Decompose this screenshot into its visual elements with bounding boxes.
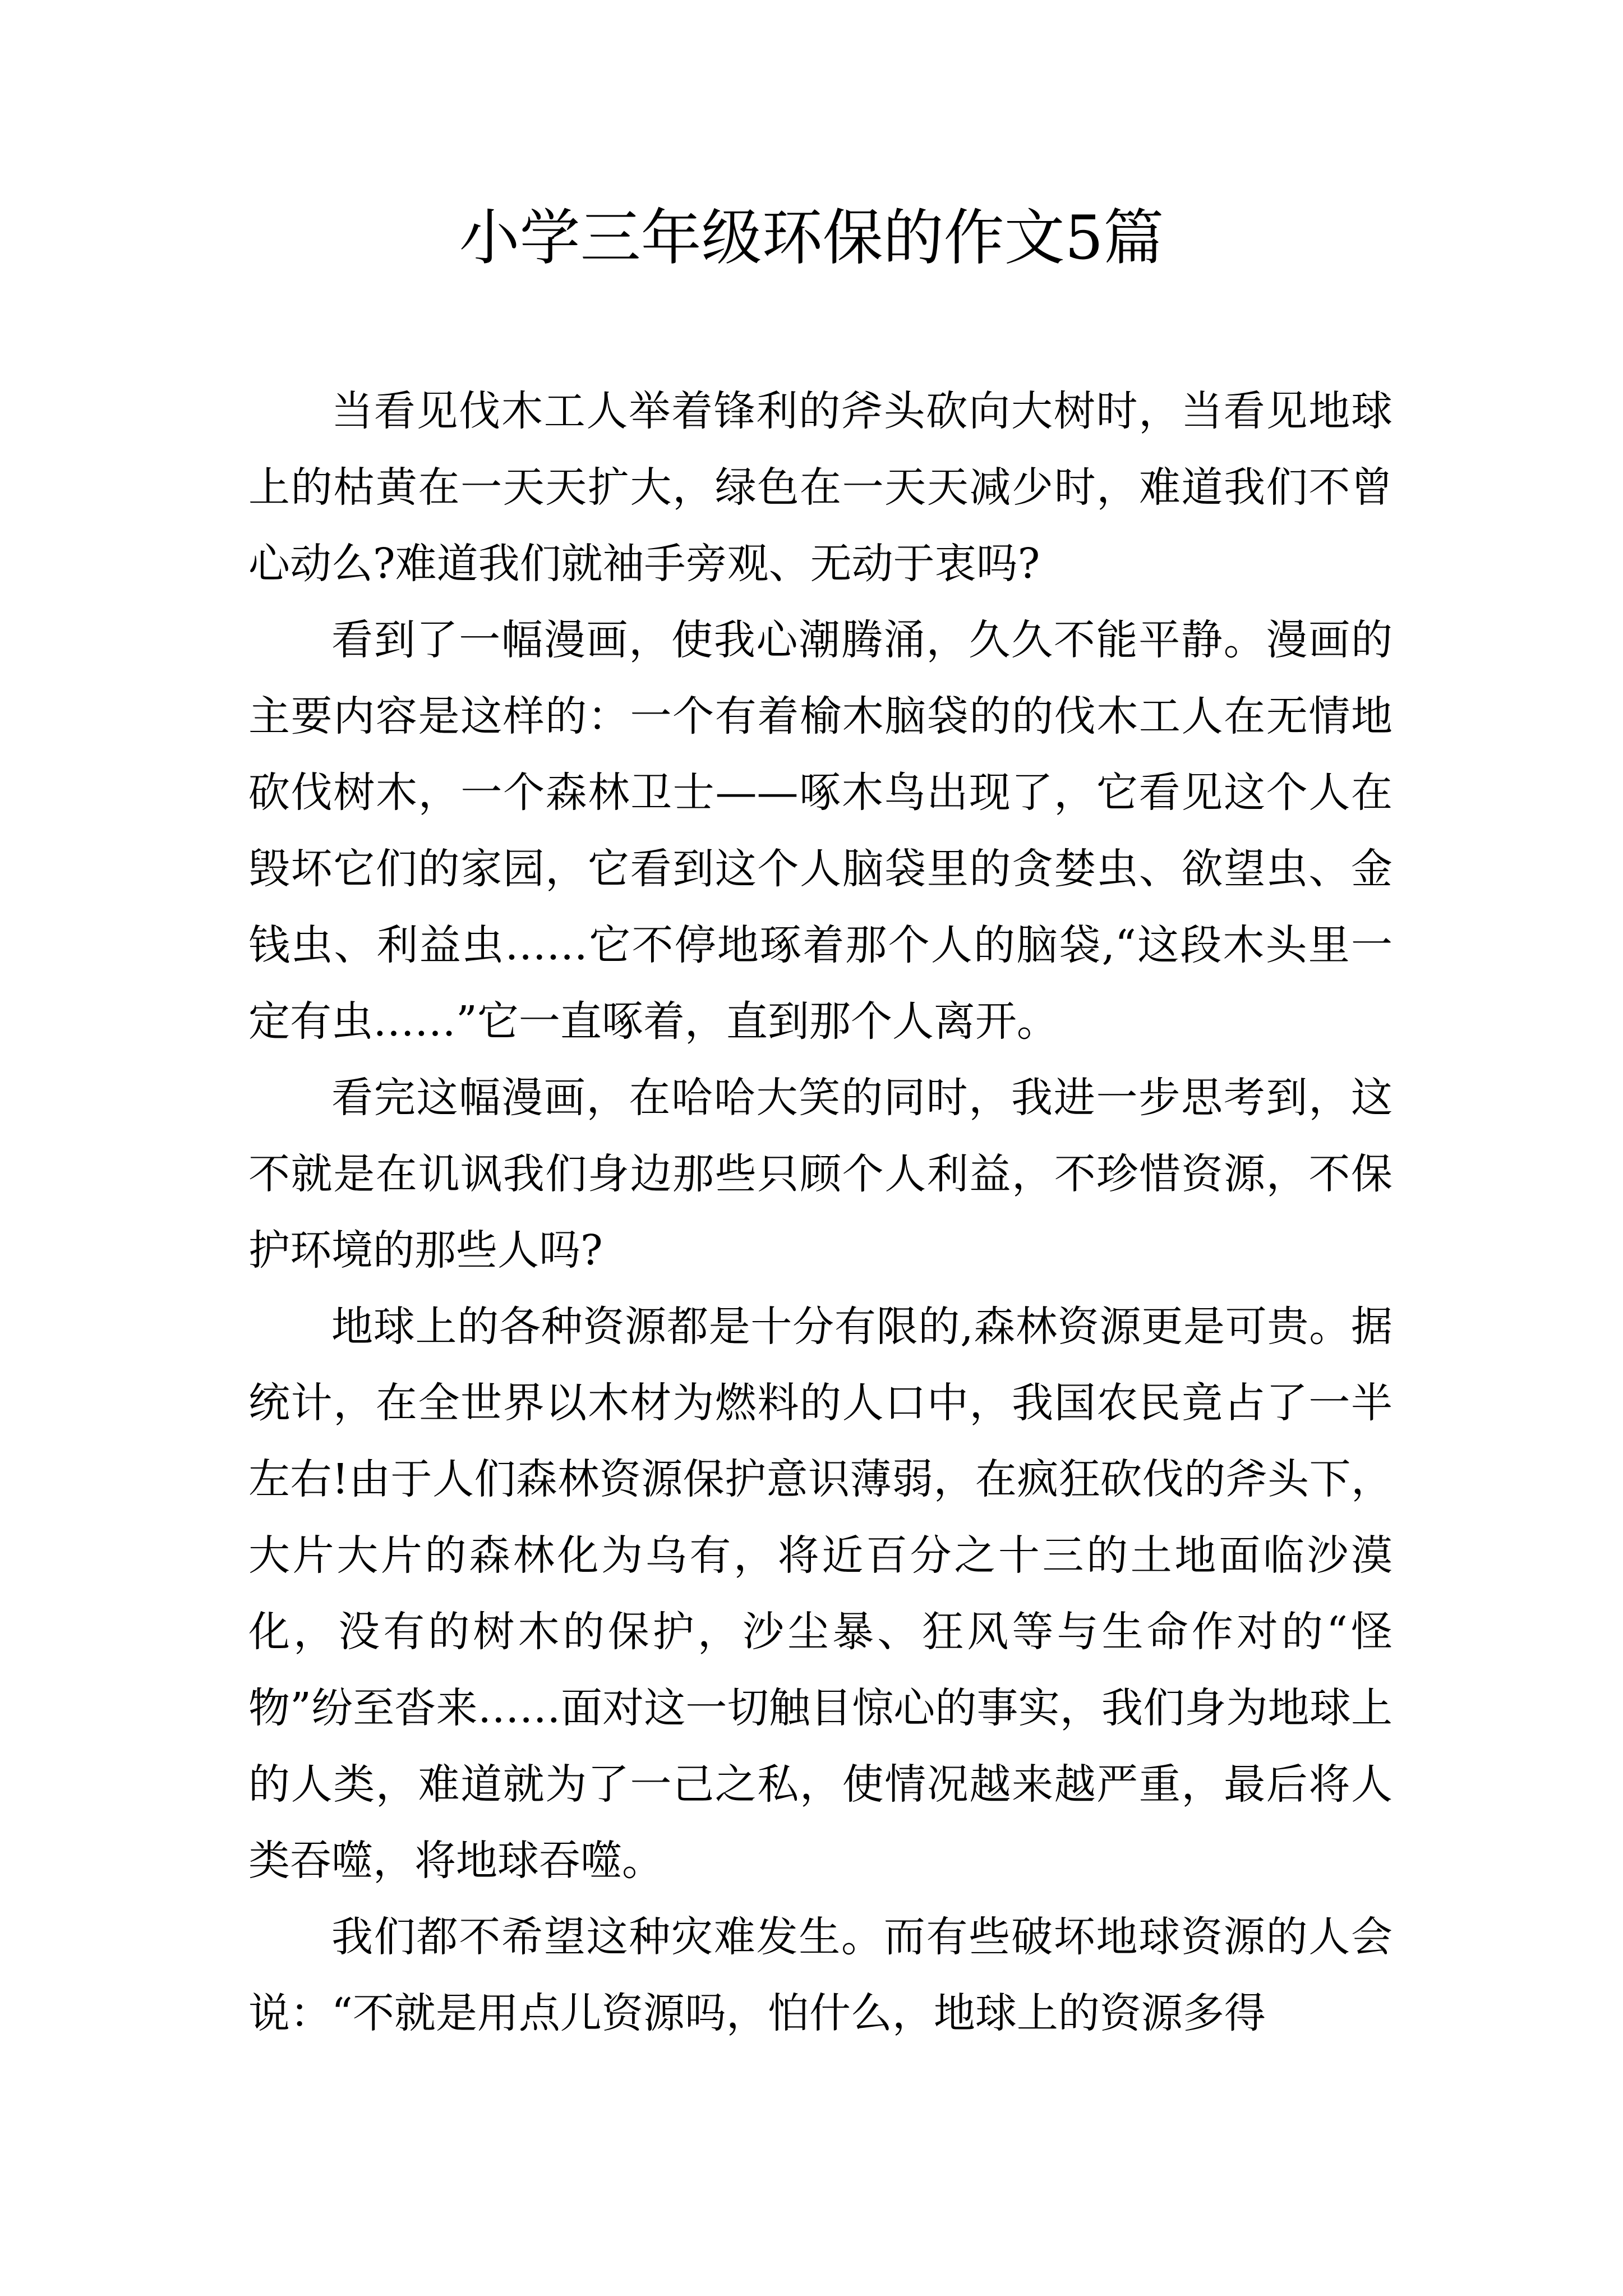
document-title: 小学三年级环保的作文5篇	[459, 203, 1164, 273]
paragraph: 我们都不希望这种灾难发生。而有些破坏地球资源的人会说：“不就是用点儿资源吗，怕什么，地球上的资源多得	[248, 1913, 1393, 2037]
paragraph: 当看见伐木工人举着锋利的斧头砍向大树时，当看见地球上的枯黄在一天天扩大，绿色在一天天减少时，难道我们不曾心动么?难道我们就袖手旁观、无动于衷吗?	[248, 387, 1393, 588]
paragraph: 看到了一幅漫画，使我心潮腾涌，久久不能平静。漫画的主要内容是这样的：一个有着榆木脑袋的的伐木工人在无情地砍伐树木，一个森林卫士——啄木鸟出现了，它看见这个人在毁坏它们的家园，它看到这个人脑袋里的贪婪虫、欲望虫、金钱虫、利益虫……它不停地琢着那个人的脑袋,“这段木头里一定有虫……”它一直啄着，直到那个人离开。	[248, 616, 1393, 1046]
document-body	[248, 373, 1393, 2051]
paragraph: 看完这幅漫画，在哈哈大笑的同时，我进一步思考到，这不就是在讥讽我们身边那些只顾个人利益，不珍惜资源，不保护环境的那些人吗?	[248, 1074, 1393, 1274]
paragraph: 地球上的各种资源都是十分有限的,森林资源更是可贵。据统计，在全世界以木材为燃料的人口中，我国农民竟占了一半左右!由于人们森林资源保护意识薄弱，在疯狂砍伐的斧头下，大片大片的森林化为乌有，将近百分之十三的土地面临沙漠化，没有的树木的保护，沙尘暴、狂风等与生命作对的“怪物”纷至沓来……面对这一切触目惊心的事实，我们身为地球上的人类，难道就为了一己之私，使情况越来越严重，最后将人类吞噬，将地球吞噬。	[248, 1303, 1393, 1885]
